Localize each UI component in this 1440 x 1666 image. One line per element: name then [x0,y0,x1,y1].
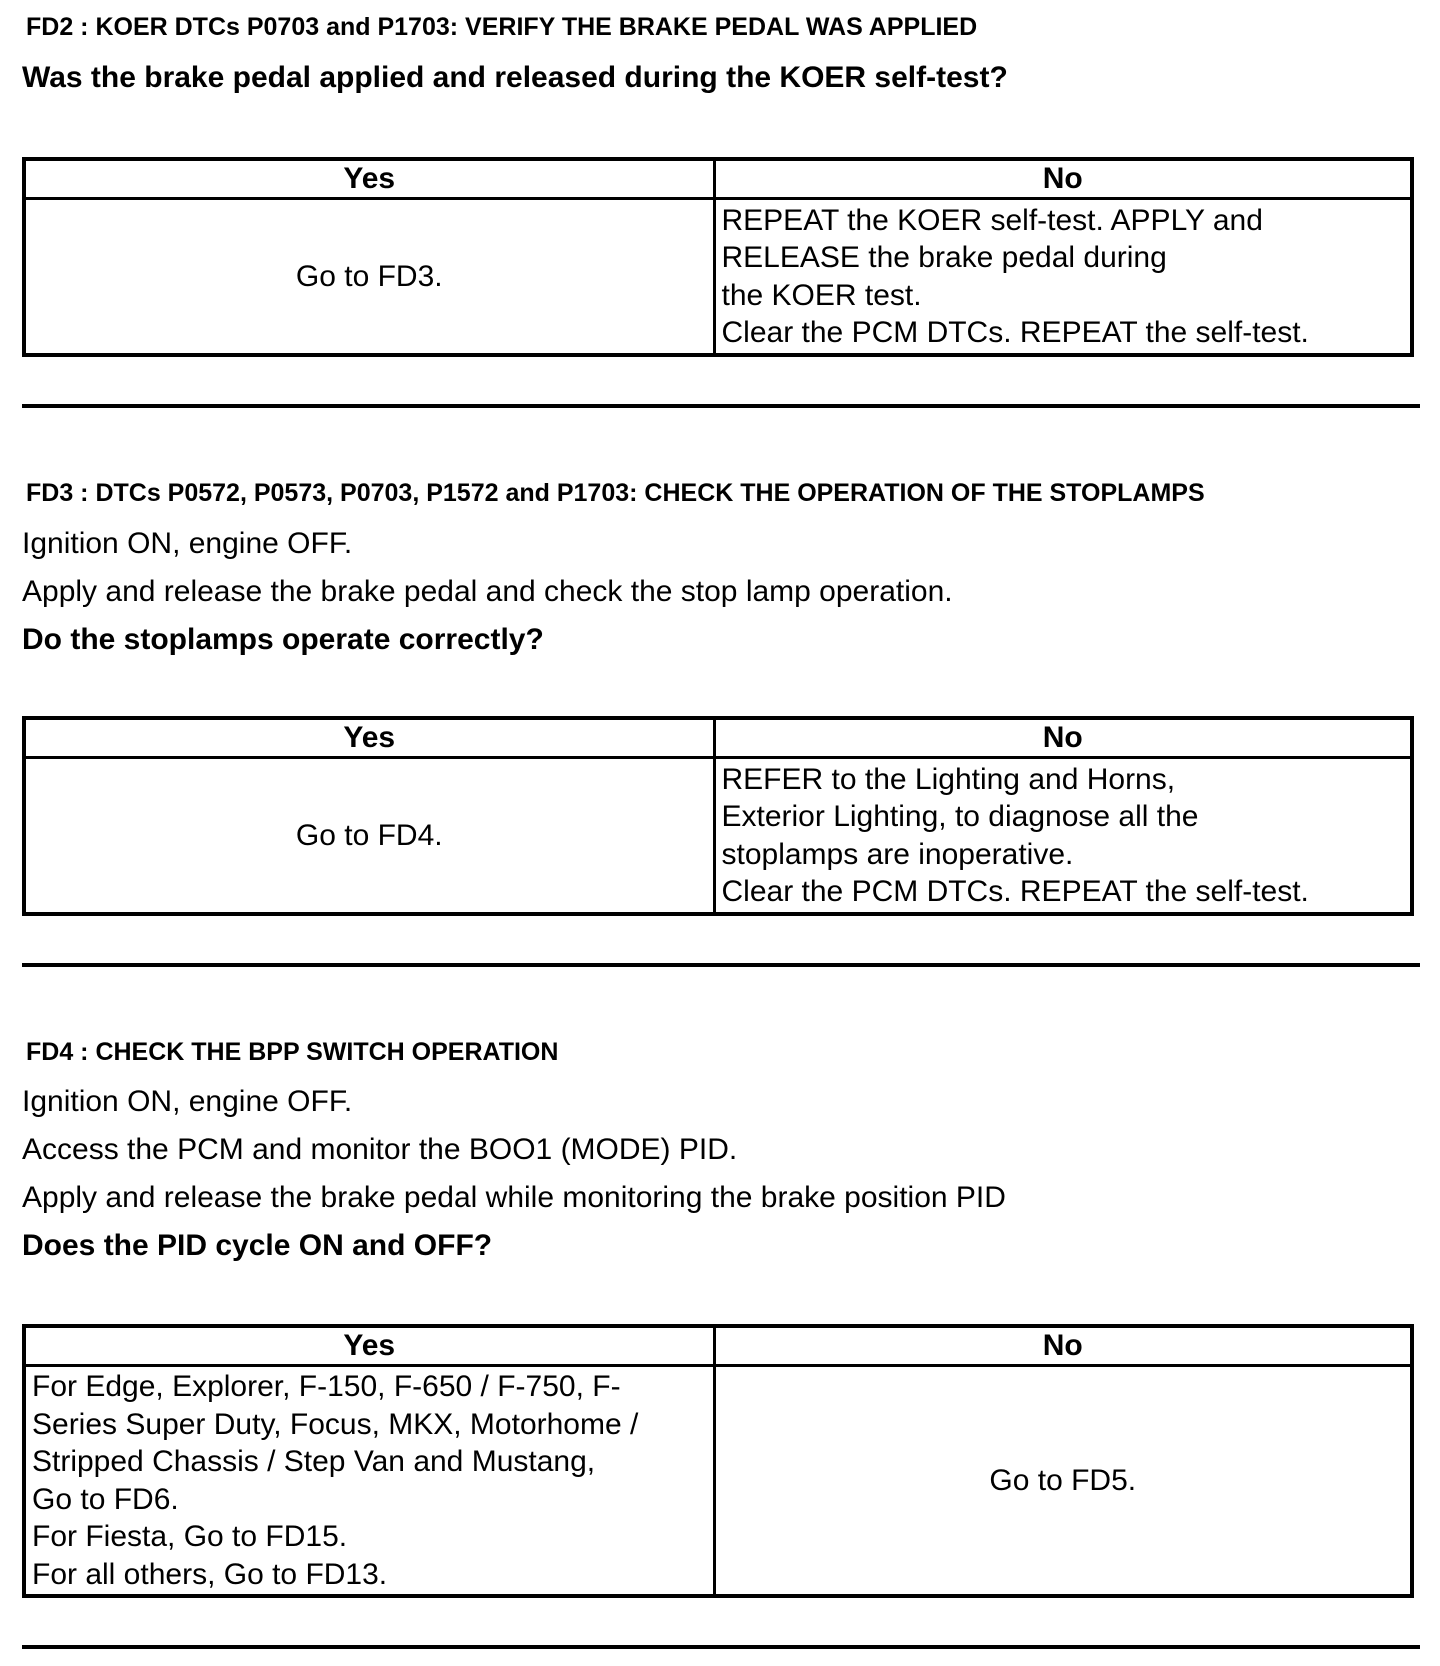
step-fd4-question: Does the PID cycle ON and OFF? [22,1229,493,1262]
yes-column-header: Yes [24,718,714,758]
no-column-header: No [714,718,1412,758]
step-fd3-header: FD3 : DTCs P0572, P0573, P0703, P1572 and P1703: CHECK THE OPERATION OF THE STOPLAMPS [26,479,1205,507]
no-cell [714,1366,1412,1597]
yes-action-line: Go to FD6. [32,1482,179,1516]
section-divider [22,963,1420,967]
yes-cell [24,199,714,356]
yes-action: Go to FD3. [295,259,443,293]
no-action-line: REPEAT the KOER self-test. APPLY and [721,203,1263,237]
no-action-line: the KOER test. [721,278,922,312]
step-fd2-question: Was the brake pedal applied and released during the KOER self-test? [22,61,1008,94]
yes-action: Go to FD4. [295,818,443,852]
yes-column-header: Yes [24,1326,714,1366]
yes-action-line: For Fiesta, Go to FD15. [32,1520,348,1553]
yes-action-line: For all others, Go to FD13. [32,1557,388,1591]
no-column-header: No [714,159,1412,199]
step-fd4-header: FD4 : CHECK THE BPP SWITCH OPERATION [26,1038,559,1066]
step-fd3-instruction: Apply and release the brake pedal and check the stop lamp operation. [22,575,953,608]
no-action-line: Clear the PCM DTCs. REPEAT the self-test. [721,875,1309,908]
yes-action-line: Stripped Chassis / Step Van and Mustang, [32,1445,596,1478]
no-action: Go to FD5. [989,1463,1137,1497]
no-action-line: stoplamps are inoperative. [721,837,1074,871]
no-action-line: Exterior Lighting, to diagnose all the [721,800,1199,833]
yes-action-line: Series Super Duty, Focus, MKX, Motorhome / [32,1407,639,1441]
step-fd4-instruction: Apply and release the brake pedal while monitoring the brake position PID [22,1181,1006,1214]
yes-column-header: Yes [24,159,714,199]
step-fd4-instruction: Ignition ON, engine OFF. [22,1085,353,1118]
step-fd3-question: Do the stoplamps operate correctly? [22,623,544,656]
no-action-line: RELEASE the brake pedal during [721,241,1167,274]
step-fd2-header: FD2 : KOER DTCs P0703 and P1703: VERIFY THE BRAKE PEDAL WAS APPLIED [26,13,978,41]
no-column-header: No [714,1326,1412,1366]
no-cell [714,758,1412,915]
step-fd3-instruction: Ignition ON, engine OFF. [22,527,353,560]
section-divider [22,1645,1420,1649]
section-divider [22,404,1420,408]
step-fd3-table [22,716,1414,916]
step-fd4-instruction: Access the PCM and monitor the BOO1 (MODE) PID. [22,1133,738,1166]
no-action-line: REFER to the Lighting and Horns, [721,762,1176,796]
step-fd4-table [22,1324,1414,1598]
step-fd2-table [22,157,1414,357]
no-action-line: Clear the PCM DTCs. REPEAT the self-test. [721,316,1309,349]
yes-cell [24,758,714,915]
yes-cell [24,1366,714,1597]
yes-action-line: For Edge, Explorer, F-150, F-650 / F-750, F- [32,1370,621,1403]
no-cell [714,199,1412,356]
